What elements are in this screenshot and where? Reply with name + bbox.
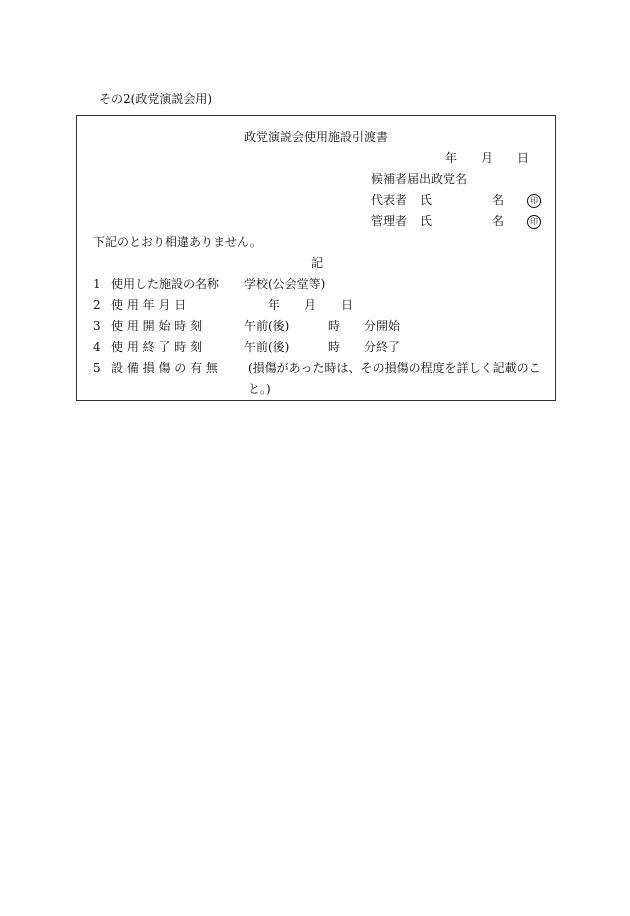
date-year: 年 <box>445 151 458 165</box>
item-number: 3 <box>93 319 101 333</box>
item-value-line1: (損傷があった時は、その損傷の程度を詳しく記載のこ <box>248 361 541 375</box>
document-title: 政党演説会使用施設引渡書 <box>244 130 389 144</box>
item-number: 1 <box>93 277 101 291</box>
item-value-month: 月 <box>304 298 317 312</box>
item-label: 使用した施設の名称 <box>111 277 220 291</box>
form-number-label: その2(政党演説会用) <box>99 92 212 106</box>
item-label: 設 備 損 傷 の 有 無 <box>111 361 218 375</box>
item-value-line2: と。) <box>248 382 271 396</box>
statement-text: 下記のとおり相違ありません。 <box>93 235 262 249</box>
representative-shi: 氏 <box>420 193 433 207</box>
manager-shi: 氏 <box>420 214 433 228</box>
date-month: 月 <box>481 151 494 165</box>
party-name-label: 候補者届出政党名 <box>371 172 468 186</box>
item-label: 使 用 年 月 日 <box>111 298 187 312</box>
item-number: 2 <box>93 298 101 312</box>
item-value-ampm: 午前(後) <box>244 319 290 333</box>
item-value-year: 年 <box>268 298 281 312</box>
item-label: 使 用 開 始 時 刻 <box>111 319 203 333</box>
item-label: 使 用 終 了 時 刻 <box>111 340 203 354</box>
item-value-minute: 分終了 <box>364 340 401 354</box>
manager-mei: 名 <box>492 214 505 228</box>
manager-label: 管理者 <box>371 214 408 228</box>
representative-mei: 名 <box>492 193 505 207</box>
date-day: 日 <box>517 151 530 165</box>
ki-heading: 記 <box>311 256 324 270</box>
item-value: 学校(公会堂等) <box>244 277 326 291</box>
item-value-day: 日 <box>341 298 354 312</box>
item-value-minute: 分開始 <box>364 319 401 333</box>
item-number: 5 <box>93 361 101 375</box>
representative-label: 代表者 <box>371 193 408 207</box>
item-value-hour: 時 <box>328 319 341 333</box>
item-value-ampm: 午前(後) <box>244 340 290 354</box>
manager-seal-icon: 印 <box>527 214 541 229</box>
representative-seal-icon: 印 <box>527 193 541 208</box>
item-value-hour: 時 <box>328 340 341 354</box>
item-number: 4 <box>93 340 101 354</box>
